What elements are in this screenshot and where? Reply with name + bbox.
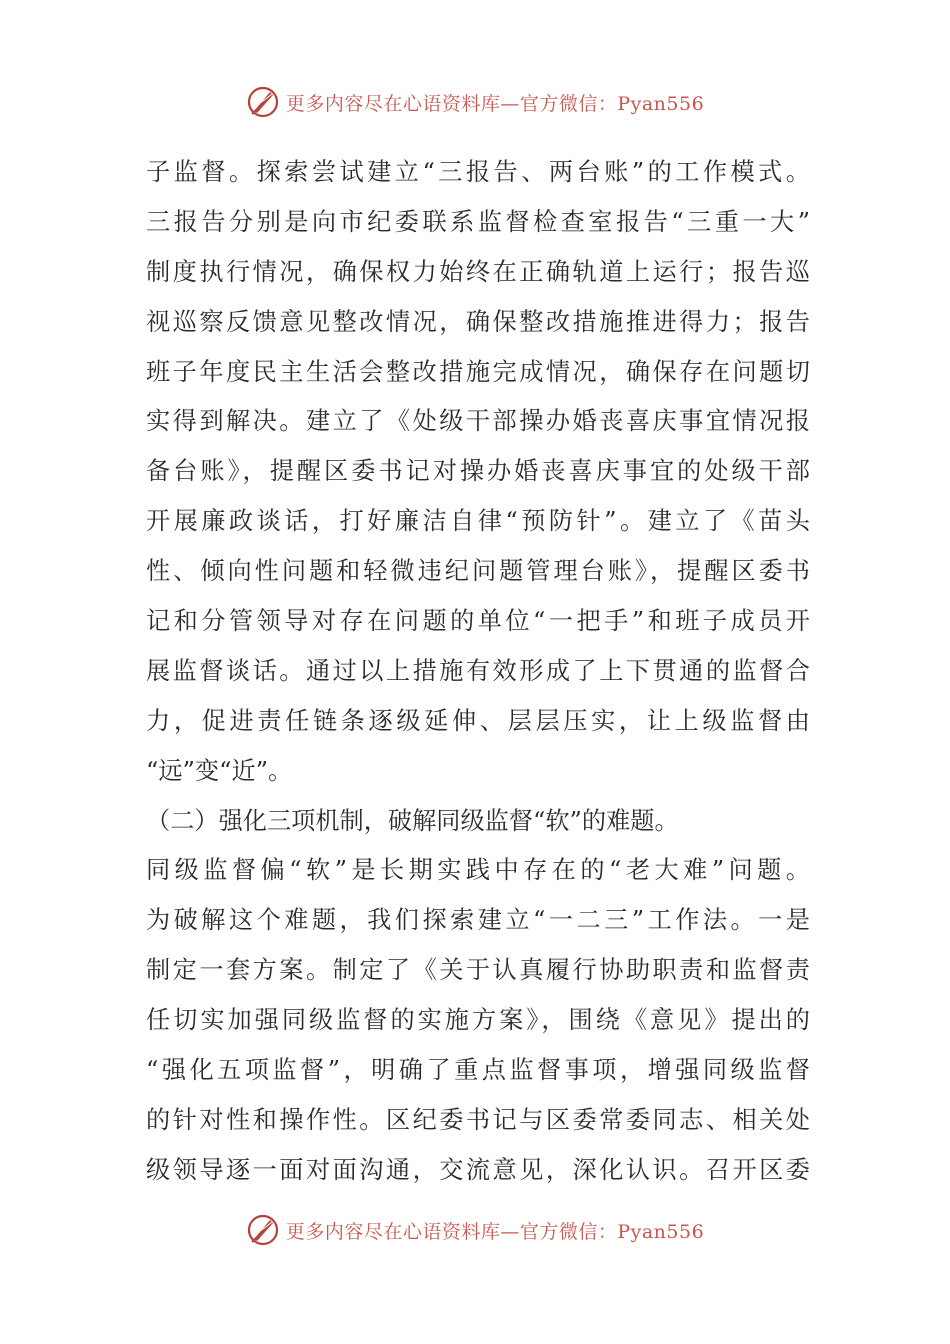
text-line: 制度执行情况，确保权力始终在正确轨道上运行；报告巡 (146, 257, 810, 286)
quill-pen-logo-icon (246, 1213, 280, 1247)
text-line: 记和分管领导对存在问题的单位“一把手”和班子成员开 (146, 607, 810, 636)
text-line: 备台账》，提醒区委书记对操办婚丧喜庆事宜的处级干部 (146, 457, 810, 486)
document-body (146, 148, 810, 1196)
text-line: 为破解这个难题，我们探索建立“一二三”工作法。一是 (146, 906, 810, 935)
text-line: 的针对性和操作性。区纪委书记与区委常委同志、相关处 (146, 1105, 810, 1134)
text-line: 同级监督偏“软”是长期实践中存在的“老大难”问题。 (146, 856, 810, 885)
text-line: 力，促进责任链条逐级延伸、层层压实，让上级监督由 (146, 706, 810, 735)
text-line: 班子年度民主生活会整改措施完成情况，确保存在问题切 (146, 357, 810, 386)
text-line: 制定一套方案。制定了《关于认真履行协助职责和监督责 (146, 956, 810, 985)
text-line: 展监督谈话。通过以上措施有效形成了上下贯通的监督合 (146, 656, 810, 685)
section-heading: （二）强化三项机制，破解同级监督“软”的难题。 (146, 806, 679, 835)
text-line: 子监督。探索尝试建立“三报告、两台账”的工作模式。 (146, 158, 810, 186)
banner-text: 更多内容尽在心语资料库—官方微信：Pyan556 (285, 1220, 705, 1243)
text-line: 实得到解决。建立了《处级干部操办婚丧喜庆事宜情况报 (146, 407, 810, 436)
header-banner (0, 82, 950, 122)
text-line: 三报告分别是向市纪委联系监督检查室报告“三重一大” (146, 207, 810, 236)
text-line: 视巡察反馈意见整改情况，确保整改措施推进得力；报告 (146, 307, 810, 336)
banner-text: 更多内容尽在心语资料库—官方微信：Pyan556 (285, 92, 705, 115)
text-line: “远”变“近”。 (146, 756, 293, 785)
text-line: 级领导逐一面对面沟通，交流意见，深化认识。召开区委 (146, 1155, 810, 1184)
text-line: “强化五项监督”，明确了重点监督事项，增强同级监督 (146, 1056, 810, 1085)
text-line: 性、倾向性问题和轻微违纪问题管理台账》，提醒区委书 (146, 557, 810, 586)
text-line: 开展廉政谈话，打好廉洁自律“预防针”。建立了《苗头 (146, 507, 810, 536)
footer-banner (0, 1210, 950, 1250)
text-line: 任切实加强同级监督的实施方案》，围绕《意见》提出的 (146, 1006, 810, 1035)
quill-pen-logo-icon (246, 85, 280, 119)
